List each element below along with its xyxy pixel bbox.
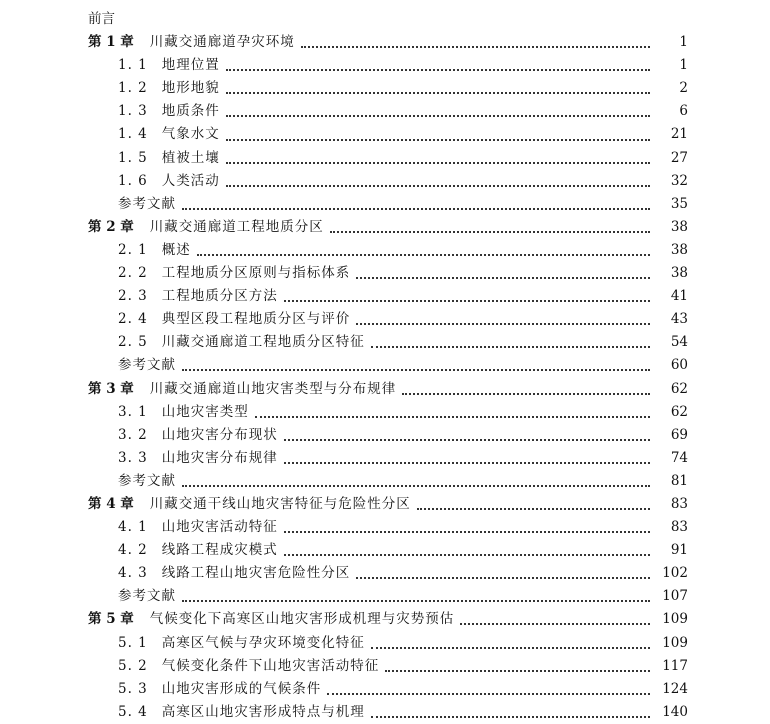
page-number: 60 (670, 357, 688, 374)
dot-leader (327, 692, 650, 695)
toc-section-entry[interactable] (0, 447, 770, 470)
toc-section-entry[interactable] (0, 516, 770, 539)
dot-leader (255, 415, 650, 418)
entry-title: 参考文献 (118, 588, 176, 605)
section-number: 2. 2 (118, 265, 148, 282)
page-number: 102 (662, 565, 688, 582)
toc-section-entry[interactable] (0, 54, 770, 77)
toc-section-entry[interactable] (0, 401, 770, 424)
dot-leader (417, 507, 650, 510)
toc-section-entry[interactable] (0, 562, 770, 585)
toc-section-entry[interactable] (0, 308, 770, 331)
page-number: 2 (679, 80, 688, 97)
entry-title: 川藏交通廊道孕灾环境 (149, 34, 295, 51)
page-number: 38 (670, 265, 688, 282)
dot-leader (226, 114, 650, 117)
entry-title: 工程地质分区原则与指标体系 (161, 265, 351, 282)
toc-section-entry[interactable] (0, 285, 770, 308)
page-number: 117 (662, 657, 688, 674)
entry-title: 植被土壤 (161, 149, 220, 166)
section-number: 5. 1 (118, 634, 148, 651)
preface-title: 前言 (88, 11, 115, 27)
page-number: 81 (670, 472, 688, 489)
dot-leader (226, 161, 650, 164)
section-number: 1. 3 (118, 103, 148, 120)
toc-section-entry[interactable] (0, 424, 770, 447)
dot-leader (356, 322, 650, 325)
entry-title: 山地灾害类型 (161, 403, 249, 420)
page-number: 21 (670, 126, 688, 143)
dot-leader (284, 299, 650, 302)
toc-entries (0, 31, 770, 724)
section-number: 1. 4 (118, 126, 148, 143)
page-number: 38 (670, 241, 688, 258)
toc-section-entry[interactable] (0, 655, 770, 678)
chapter-number: 第 1 章 (88, 34, 134, 51)
dot-leader (226, 68, 650, 71)
entry-title: 川藏交通廊道工程地质分区 (149, 218, 324, 235)
entry-title: 参考文献 (118, 195, 176, 212)
page-number: 38 (670, 218, 688, 235)
dot-leader (330, 230, 650, 233)
dot-leader (371, 715, 650, 718)
dot-leader (182, 599, 650, 602)
toc-chapter-entry[interactable] (0, 31, 770, 54)
toc-section-entry[interactable] (0, 539, 770, 562)
dot-leader (284, 553, 650, 556)
section-number: 4. 1 (118, 519, 148, 536)
page-number: 32 (670, 172, 688, 189)
toc-preface[interactable] (0, 8, 770, 31)
toc-references-entry[interactable] (0, 193, 770, 216)
dot-leader (197, 253, 650, 256)
page-number: 124 (662, 680, 688, 697)
toc-section-entry[interactable] (0, 701, 770, 724)
entry-title: 山地灾害分布规律 (161, 449, 278, 466)
dot-leader (371, 646, 650, 649)
page-number: 6 (679, 103, 688, 120)
page-number: 1 (679, 57, 688, 74)
toc-references-entry[interactable] (0, 585, 770, 608)
page-number: 1 (679, 34, 688, 51)
entry-title: 地形地貌 (161, 80, 220, 97)
page-number: 91 (670, 542, 688, 559)
toc-section-entry[interactable] (0, 170, 770, 193)
dot-leader (402, 392, 650, 395)
toc-section-entry[interactable] (0, 678, 770, 701)
page-number: 62 (670, 380, 688, 397)
toc-section-entry[interactable] (0, 632, 770, 655)
dot-leader (371, 345, 650, 348)
page-number: 140 (662, 703, 688, 720)
toc-section-entry[interactable] (0, 262, 770, 285)
section-number: 2. 5 (118, 334, 148, 351)
toc-section-entry[interactable] (0, 331, 770, 354)
page-number: 74 (670, 449, 688, 466)
dot-leader (182, 207, 650, 210)
section-number: 4. 2 (118, 542, 148, 559)
chapter-number: 第 3 章 (88, 380, 134, 397)
section-number: 3. 2 (118, 426, 148, 443)
dot-leader (182, 368, 650, 371)
entry-title: 典型区段工程地质分区与评价 (161, 311, 351, 328)
entry-title: 川藏交通廊道山地灾害类型与分布规律 (149, 380, 397, 397)
toc-chapter-entry[interactable] (0, 378, 770, 401)
dot-leader (226, 184, 650, 187)
page-number: 62 (670, 403, 688, 420)
section-number: 2. 3 (118, 288, 148, 305)
page-number: 83 (670, 495, 688, 512)
entry-title: 地质条件 (161, 103, 220, 120)
section-number: 1. 2 (118, 80, 148, 97)
page-number: 109 (662, 634, 688, 651)
page-number: 109 (662, 611, 688, 628)
section-number: 5. 2 (118, 657, 148, 674)
toc-chapter-entry[interactable] (0, 493, 770, 516)
toc-chapter-entry[interactable] (0, 216, 770, 239)
dot-leader (226, 91, 650, 94)
entry-title: 山地灾害形成的气候条件 (161, 680, 322, 697)
entry-title: 气候变化条件下山地灾害活动特征 (161, 657, 380, 674)
toc-references-entry[interactable] (0, 470, 770, 493)
entry-title: 高寒区山地灾害形成特点与机理 (161, 703, 365, 720)
entry-title: 高寒区气候与孕灾环境变化特征 (161, 634, 365, 651)
dot-leader (284, 438, 650, 441)
section-number: 4. 3 (118, 565, 148, 582)
page-number: 83 (670, 519, 688, 536)
chapter-number: 第 4 章 (88, 495, 134, 512)
page-number: 41 (670, 288, 688, 305)
section-number: 1. 1 (118, 57, 148, 74)
entry-title: 地理位置 (161, 57, 220, 74)
section-number: 1. 5 (118, 149, 148, 166)
page-number: 69 (670, 426, 688, 443)
entry-title: 山地灾害分布现状 (161, 426, 278, 443)
dot-leader (301, 45, 650, 48)
entry-title: 线路工程山地灾害危险性分区 (161, 565, 351, 582)
section-number: 3. 1 (118, 403, 148, 420)
toc-section-entry[interactable] (0, 123, 770, 146)
entry-title: 川藏交通干线山地灾害特征与危险性分区 (149, 495, 411, 512)
toc-chapter-entry[interactable] (0, 608, 770, 631)
chapter-number: 第 5 章 (88, 611, 134, 628)
dot-leader (460, 622, 650, 625)
section-number: 5. 3 (118, 680, 148, 697)
dot-leader (356, 576, 650, 579)
table-of-contents (0, 8, 770, 724)
section-number: 2. 4 (118, 311, 148, 328)
toc-section-entry[interactable] (0, 239, 770, 262)
toc-references-entry[interactable] (0, 354, 770, 377)
page-number: 107 (662, 588, 688, 605)
entry-title: 山地灾害活动特征 (161, 519, 278, 536)
chapter-number: 第 2 章 (88, 218, 134, 235)
dot-leader (284, 530, 650, 533)
dot-leader (182, 484, 650, 487)
section-number: 1. 6 (118, 172, 148, 189)
entry-title: 参考文献 (118, 357, 176, 374)
page-number: 27 (670, 149, 688, 166)
entry-title: 气象水文 (161, 126, 220, 143)
dot-leader (284, 461, 650, 464)
dot-leader (356, 276, 650, 279)
entry-title: 川藏交通廊道工程地质分区特征 (161, 334, 365, 351)
dot-leader (226, 138, 650, 141)
entry-title: 线路工程成灾模式 (161, 542, 278, 559)
toc-section-entry[interactable] (0, 100, 770, 123)
page-number: 54 (670, 334, 688, 351)
toc-section-entry[interactable] (0, 77, 770, 100)
dot-leader (385, 669, 650, 672)
page-number: 35 (670, 195, 688, 212)
entry-title: 工程地质分区方法 (161, 288, 278, 305)
section-number: 5. 4 (118, 703, 148, 720)
section-number: 3. 3 (118, 449, 148, 466)
page-number: 43 (670, 311, 688, 328)
entry-title: 参考文献 (118, 472, 176, 489)
entry-title: 人类活动 (161, 172, 220, 189)
entry-title: 气候变化下高寒区山地灾害形成机理与灾势预估 (149, 611, 455, 628)
section-number: 2. 1 (118, 241, 148, 258)
entry-title: 概述 (161, 241, 191, 258)
toc-section-entry[interactable] (0, 147, 770, 170)
